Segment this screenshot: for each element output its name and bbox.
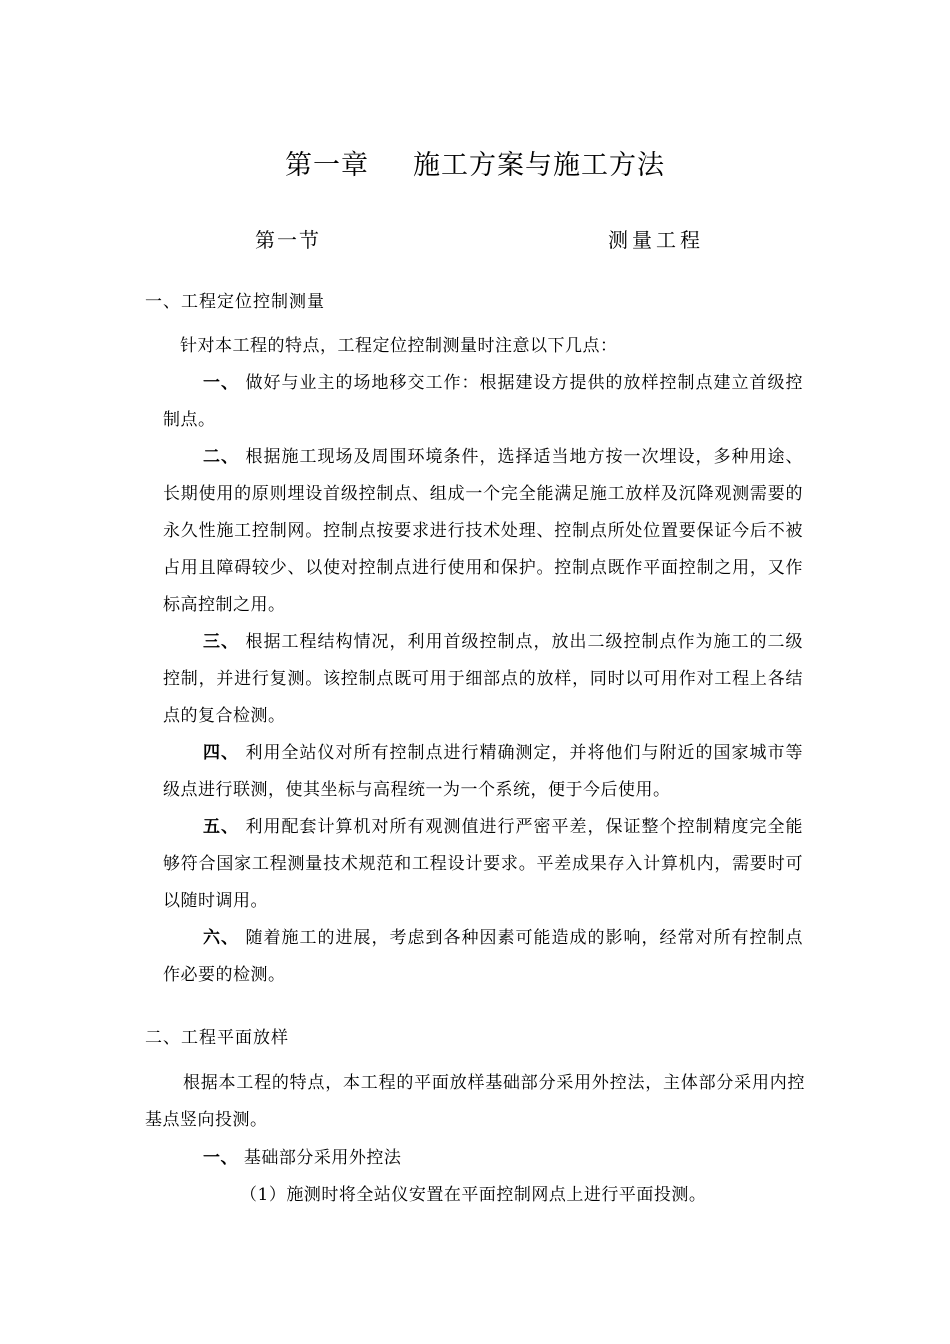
part1-items xyxy=(163,365,803,994)
section-number: 第一节 xyxy=(255,228,321,252)
heading-part2: 二、工程平面放样 xyxy=(145,1028,289,1048)
part1-item xyxy=(163,365,803,439)
part1-item xyxy=(163,439,803,624)
item-number: 三、 xyxy=(203,632,240,652)
item-text: 根据工程结构情况，利用首级控制点，放出二级控制点作为施工的二级控制，并进行复测。该控制点既可用于细部点的放样，同时以可用作对工程上各结点的复合检测。 xyxy=(163,632,804,726)
item-number: 六、 xyxy=(203,928,240,948)
part2-intro: 根据本工程的特点，本工程的平面放样基础部分采用外控法，主体部分采用内控基点竖向投测。 xyxy=(145,1073,805,1130)
part1-intro: 针对本工程的特点，工程定位控制测量时注意以下几点： xyxy=(180,336,618,356)
part1-item xyxy=(163,735,803,809)
item-text: 随着施工的进展，考虑到各种因素可能造成的影响，经常对所有控制点作必要的检测。 xyxy=(163,928,804,985)
heading-part1: 一、工程定位控制测量 xyxy=(145,292,325,312)
item-text: 做好与业主的场地移交工作：根据建设方提供的放样控制点建立首级控制点。 xyxy=(163,373,804,430)
item-text: 利用配套计算机对所有观测值进行严密平差，保证整个控制精度完全能够符合国家工程测量技术规范和工程设计要求。平差成果存入计算机内，需要时可以随时调用。 xyxy=(163,817,804,911)
item-text: 根据施工现场及周围环境条件，选择适当地方按一次埋设，多种用途、长期使用的原则埋设首级控制点、组成一个完全能满足施工放样及沉降观测需要的永久性施工控制网。控制点按要求进行技术处理、控制点所处位置要保证今后不被占用且障碍较少、以使对控制点进行使用和保护。控制点既作平面控制之用，又作标高控制之用。 xyxy=(163,447,804,615)
item-number: 二、 xyxy=(203,447,240,467)
sub-number: 一、 xyxy=(203,1148,238,1168)
part2-step: （1）施测时将全站仪安置在平面控制网点上进行平面投测。 xyxy=(240,1185,707,1205)
part1-item xyxy=(163,624,803,735)
part1-item xyxy=(163,809,803,920)
chapter-number: 第一章 xyxy=(285,150,369,181)
item-text: 利用全站仪对所有控制点进行精确测定，并将他们与附近的国家城市等级点进行联测，使其坐标与高程统一为一个系统，便于今后使用。 xyxy=(163,743,804,800)
item-number: 五、 xyxy=(203,817,240,837)
part2-intro-block xyxy=(145,1065,805,1139)
sub-title: 基础部分采用外控法 xyxy=(243,1148,402,1168)
chapter-title xyxy=(0,143,950,182)
part1-item xyxy=(163,920,803,994)
item-number: 一、 xyxy=(203,373,240,393)
item-number: 四、 xyxy=(203,743,240,763)
chapter-name: 施工方案与施工方法 xyxy=(413,150,665,181)
section-title: 测量工程 xyxy=(608,228,704,252)
part2-subheading xyxy=(203,1143,401,1168)
